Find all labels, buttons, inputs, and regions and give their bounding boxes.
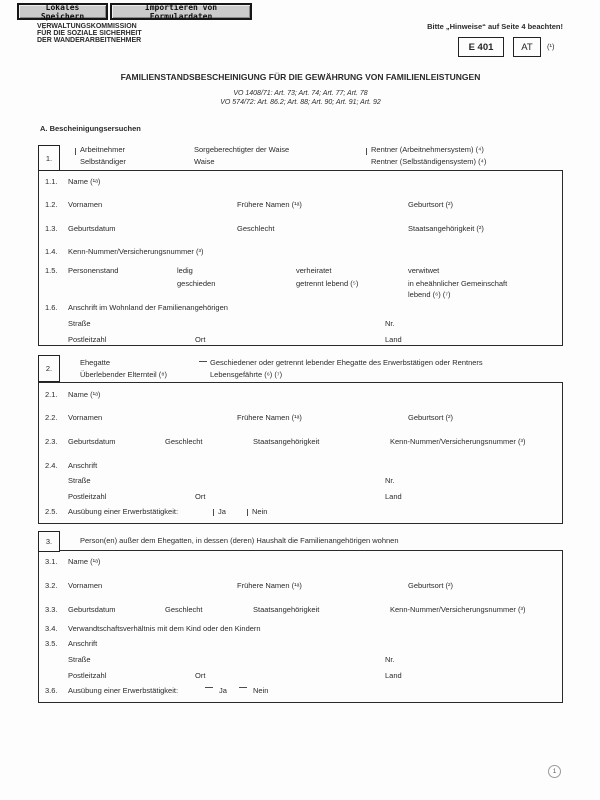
country-code-box: AT [513, 37, 541, 57]
field-3-5-postleitzahl: Postleitzahl [68, 671, 107, 680]
row-3-4-number: 3.4. [45, 624, 58, 633]
field-1-2-fruehere-namen: Frühere Namen (¹ᵃ) [237, 200, 302, 209]
field-1-3-geschlecht: Geschlecht [237, 224, 275, 233]
row-2-3-number: 2.3. [45, 437, 58, 446]
field-1-3-geburtsdatum: Geburtsdatum [68, 224, 116, 233]
field-2-2-vornamen: Vornamen [68, 413, 103, 422]
commission-line-2: FÜR DIE SOZIALE SICHERHEIT [37, 30, 142, 37]
row-3-2-number: 3.2. [45, 581, 58, 590]
field-3-5-land: Land [385, 671, 402, 680]
field-2-4-postleitzahl: Postleitzahl [68, 492, 107, 501]
role-rentner-selbstaendigensystem: Rentner (Selbständigensystem) (⁴) [371, 157, 487, 166]
checkbox-3-6-ja[interactable] [205, 687, 213, 688]
field-3-5-strasse: Straße [68, 655, 91, 664]
field-1-2-geburtsort: Geburtsort (²) [408, 200, 454, 209]
role-ueberlebender-elternteil: Überlebender Elternteil (⁸) [80, 370, 167, 379]
row-1-6-number: 1.6. [45, 303, 58, 312]
field-1-6-postleitzahl: Postleitzahl [68, 335, 107, 344]
field-1-6-ort: Ort [195, 335, 206, 344]
row-3-3-number: 3.3. [45, 605, 58, 614]
role-sorgeberechtigter: Sorgeberechtigter der Waise [194, 145, 290, 154]
section-2-number-label: 2. [45, 364, 53, 373]
checkbox-geschiedener-ehegatte[interactable] [199, 361, 207, 362]
field-2-3-staatsangehoerigkeit: Staatsangehörigkeit [253, 437, 320, 446]
checkbox-arbeitnehmer[interactable] [75, 148, 76, 155]
field-2-2-fruehere-namen: Frühere Namen (¹ᵃ) [237, 413, 302, 422]
field-1-6-land: Land [385, 335, 402, 344]
row-1-3-number: 1.3. [45, 224, 58, 233]
field-2-4-ort: Ort [195, 492, 206, 501]
commission-line-3: DER WANDERARBEITNEHMER [37, 37, 142, 44]
option-verwitwet: verwitwet [408, 266, 440, 275]
option-eheaehnliche-gemeinschaft-1: in eheähnlicher Gemeinschaft [408, 279, 508, 288]
section-1-box [38, 170, 563, 346]
section-1-number-label: 1. [45, 153, 53, 163]
option-2-5-nein: Nein [252, 507, 268, 516]
section-2-box [38, 382, 563, 524]
field-1-4-kenn-nummer: Kenn-Nummer/Versicherungsnummer (³) [68, 247, 204, 256]
form-title: FAMILIENSTANDSBESCHEINIGUNG FÜR DIE GEWÄHRUNG VON FAMILIENLEISTUNGEN [120, 72, 481, 82]
field-3-1-name: Name (¹ᵃ) [68, 557, 101, 566]
field-3-2-fruehere-namen: Frühere Namen (¹ᵃ) [237, 581, 302, 590]
row-2-4-number: 2.4. [45, 461, 58, 470]
option-getrennt-lebend: getrennt lebend (⁵) [296, 279, 359, 288]
country-ref: (¹) [547, 42, 555, 51]
field-3-3-staatsangehoerigkeit: Staatsangehörigkeit [253, 605, 320, 614]
notice-text: Bitte „Hinweise“ auf Seite 4 beachten! [427, 22, 563, 31]
field-1-6-strasse: Straße [68, 319, 91, 328]
row-1-1-number: 1.1. [45, 177, 58, 186]
field-1-3-staatsangehoerigkeit: Staatsangehörigkeit (²) [408, 224, 484, 233]
field-3-3-geburtsdatum: Geburtsdatum [68, 605, 116, 614]
row-3-6-number: 3.6. [45, 686, 58, 695]
option-geschieden: geschieden [177, 279, 216, 288]
option-3-6-ja: Ja [219, 686, 227, 695]
field-3-6-erwerbstaetigkeit: Ausübung einer Erwerbstätigkeit: [68, 686, 179, 695]
option-ledig: ledig [177, 266, 193, 275]
section-1-number [38, 145, 60, 171]
page-number: 1 [552, 768, 557, 775]
field-2-3-geburtsdatum: Geburtsdatum [68, 437, 116, 446]
save-local-button[interactable]: Lokales Speichern [17, 3, 108, 20]
role-arbeitnehmer: Arbeitnehmer [80, 145, 126, 154]
field-3-2-vornamen: Vornamen [68, 581, 103, 590]
row-3-5-number: 3.5. [45, 639, 58, 648]
regulation-line-1: VO 1408/71: Art. 73; Art. 74; Art. 77; Art. 78 [233, 90, 368, 97]
option-verheiratet: verheiratet [296, 266, 332, 275]
section-2-number [38, 355, 60, 382]
field-2-4-nr: Nr. [385, 476, 395, 485]
field-2-1-name: Name (¹ᵃ) [68, 390, 101, 399]
form-code-box: E 401 [458, 37, 504, 57]
section-3-number-label: 3. [45, 537, 53, 546]
field-3-3-kenn-nummer: Kenn-Nummer/Versicherungsnummer (³) [390, 605, 526, 614]
role-rentner-arbeitnehmersystem: Rentner (Arbeitnehmersystem) (⁴) [371, 145, 484, 154]
row-2-1-number: 2.1. [45, 390, 58, 399]
role-waise: Waise [194, 157, 215, 166]
checkbox-rentner-arbeitnehmersystem[interactable] [366, 148, 367, 155]
section-a-title: A. Bescheinigungsersuchen [40, 124, 141, 133]
field-3-3-geschlecht: Geschlecht [165, 605, 203, 614]
field-3-5-anschrift: Anschrift [68, 639, 98, 648]
commission-line-1: VERWALTUNGSKOMMISSION [37, 23, 137, 30]
role-lebensgefaehrte: Lebensgefährte (⁶) (⁷) [210, 370, 283, 379]
role-selbstaendiger: Selbständiger [80, 157, 126, 166]
import-formdata-button[interactable]: Importieren von Formulardaten [110, 3, 252, 20]
page-number-badge [548, 765, 561, 778]
checkbox-2-5-ja[interactable] [213, 509, 214, 516]
field-2-5-erwerbstaetigkeit: Ausübung einer Erwerbstätigkeit: [68, 507, 179, 516]
field-2-4-land: Land [385, 492, 402, 501]
field-1-2-vornamen: Vornamen [68, 200, 103, 209]
field-1-5-personenstand: Personenstand [68, 266, 119, 275]
row-2-2-number: 2.2. [45, 413, 58, 422]
field-2-3-geschlecht: Geschlecht [165, 437, 203, 446]
section-3-heading: Person(en) außer dem Ehegatten, in dessen (deren) Haushalt die Familienangehörigen wohnen [80, 536, 399, 545]
row-2-5-number: 2.5. [45, 507, 58, 516]
field-2-4-anschrift: Anschrift [68, 461, 98, 470]
option-3-6-nein: Nein [253, 686, 269, 695]
checkbox-3-6-nein[interactable] [239, 687, 247, 688]
role-ehegatte: Ehegatte [80, 358, 111, 367]
checkbox-2-5-nein[interactable] [247, 509, 248, 516]
field-1-6-anschrift: Anschrift im Wohnland der Familienangehörigen [68, 303, 228, 312]
field-1-1-name: Name (¹ᵃ) [68, 177, 101, 186]
regulation-line-2: VO 574/72: Art. 86.2; Art. 88; Art. 90; Art. 91; Art. 92 [220, 99, 381, 106]
field-3-5-ort: Ort [195, 671, 206, 680]
role-geschiedener-ehegatte: Geschiedener oder getrennt lebender Ehegatte des Erwerbstätigen oder Rentners [210, 358, 483, 367]
field-2-2-geburtsort: Geburtsort (²) [408, 413, 454, 422]
option-eheaehnliche-gemeinschaft-2: lebend (⁶) (⁷) [408, 290, 451, 299]
option-2-5-ja: Ja [218, 507, 226, 516]
field-2-4-strasse: Straße [68, 476, 91, 485]
field-3-2-geburtsort: Geburtsort (²) [408, 581, 454, 590]
section-3-number [38, 531, 60, 552]
row-1-5-number: 1.5. [45, 266, 58, 275]
field-2-3-kenn-nummer: Kenn-Nummer/Versicherungsnummer (³) [390, 437, 526, 446]
row-3-1-number: 3.1. [45, 557, 58, 566]
field-1-6-nr: Nr. [385, 319, 395, 328]
row-1-4-number: 1.4. [45, 247, 58, 256]
field-3-4-verwandtschaftsverhaeltnis: Verwandtschaftsverhältnis mit dem Kind oder den Kindern [68, 624, 261, 633]
field-3-5-nr: Nr. [385, 655, 395, 664]
row-1-2-number: 1.2. [45, 200, 58, 209]
